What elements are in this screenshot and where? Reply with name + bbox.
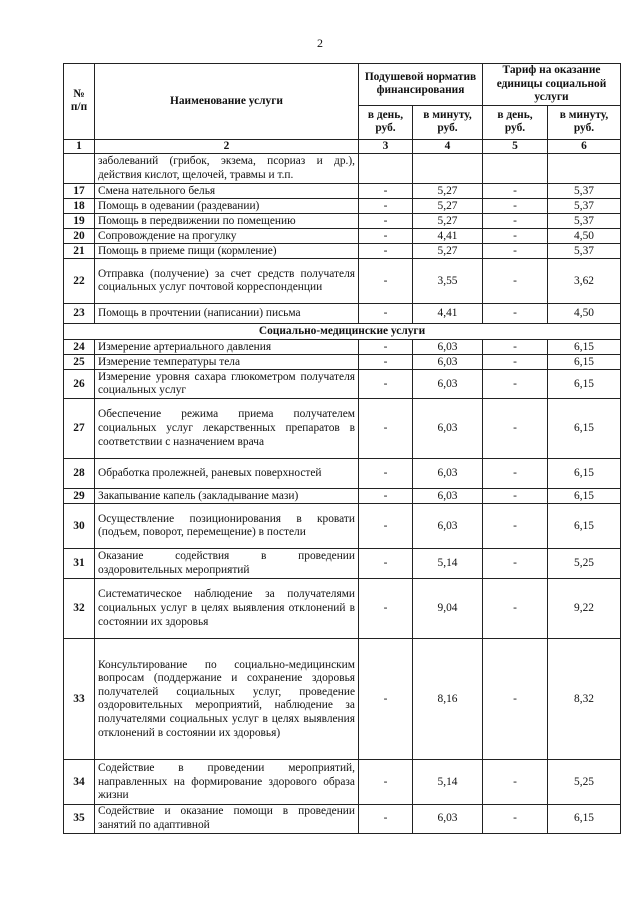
index-cell: 1 (64, 139, 95, 154)
norm-per-day: - (359, 805, 413, 833)
tariff-per-day: - (483, 639, 548, 760)
tariff-per-minute: 6,15 (548, 459, 621, 489)
norm-per-minute: 6,03 (413, 489, 483, 504)
row-number: 35 (64, 805, 95, 833)
service-name: Обработка пролежней, раневых поверхностей (95, 459, 359, 489)
service-name: Смена нательного белья (95, 184, 359, 199)
row-number: 18 (64, 199, 95, 214)
table-row (64, 355, 621, 370)
service-name: Обеспечение режима приема получателем социальных услуг лекарственных препаратов в соответствии с назначением врача (95, 399, 359, 459)
tariff-per-minute: 5,37 (548, 184, 621, 199)
tariff-per-day: - (483, 805, 548, 833)
tariff-per-minute: 8,32 (548, 639, 621, 760)
row-number: 26 (64, 370, 95, 399)
table-row (64, 154, 621, 184)
norm-per-day (359, 154, 413, 184)
section-title: Социально-медицинские услуги (64, 324, 621, 340)
tariff-per-day: - (483, 184, 548, 199)
service-name: Измерение артериального давления (95, 340, 359, 355)
norm-per-day: - (359, 229, 413, 244)
norm-per-minute: 5,27 (413, 244, 483, 259)
service-name: Измерение температуры тела (95, 355, 359, 370)
tariff-per-day: - (483, 399, 548, 459)
tariff-per-minute: 6,15 (548, 504, 621, 549)
header-tariff: Тариф на оказание единицы социальной услуги (483, 64, 621, 106)
tariff-per-day: - (483, 229, 548, 244)
tariff-per-minute: 6,15 (548, 355, 621, 370)
tariff-per-minute: 5,37 (548, 244, 621, 259)
row-number: 31 (64, 549, 95, 579)
header-norm-per-minute: в минуту, руб. (413, 105, 483, 139)
service-name: Помощь в приеме пищи (кормление) (95, 244, 359, 259)
index-cell: 5 (483, 139, 548, 154)
service-name: Сопровождение на прогулку (95, 229, 359, 244)
norm-per-day: - (359, 639, 413, 760)
tariff-per-day: - (483, 259, 548, 304)
table-row (64, 259, 621, 304)
norm-per-minute: 6,03 (413, 370, 483, 399)
norm-per-minute: 8,16 (413, 639, 483, 760)
header-tariff-per-minute: в минуту, руб. (548, 105, 621, 139)
tariff-per-day: - (483, 244, 548, 259)
norm-per-minute: 5,27 (413, 199, 483, 214)
row-number: 32 (64, 579, 95, 639)
norm-per-minute: 5,27 (413, 214, 483, 229)
table-row (64, 459, 621, 489)
tariff-per-minute: 5,25 (548, 549, 621, 579)
index-cell: 4 (413, 139, 483, 154)
table-row (64, 639, 621, 760)
column-index-row (64, 139, 621, 154)
norm-per-day: - (359, 459, 413, 489)
norm-per-minute: 6,03 (413, 340, 483, 355)
norm-per-minute: 5,27 (413, 184, 483, 199)
tariff-per-minute: 5,37 (548, 199, 621, 214)
row-number: 29 (64, 489, 95, 504)
norm-per-minute: 5,14 (413, 549, 483, 579)
table-row (64, 184, 621, 199)
header-tariff-per-day: в день, руб. (483, 105, 548, 139)
tariff-per-day: - (483, 355, 548, 370)
row-number: 21 (64, 244, 95, 259)
index-cell: 6 (548, 139, 621, 154)
header-name: Наименование услуги (95, 64, 359, 140)
table-body-household (64, 139, 621, 324)
table-row (64, 340, 621, 355)
tariff-per-day: - (483, 214, 548, 229)
norm-per-day: - (359, 399, 413, 459)
norm-per-minute: 6,03 (413, 504, 483, 549)
tariff-per-day: - (483, 304, 548, 324)
tariff-per-day: - (483, 549, 548, 579)
tariff-per-minute: 6,15 (548, 340, 621, 355)
tariff-per-minute: 6,15 (548, 370, 621, 399)
tariff-per-minute: 4,50 (548, 229, 621, 244)
table-row (64, 214, 621, 229)
service-name: Содействие и оказание помощи в проведении занятий по адаптивной (95, 805, 359, 833)
tariff-per-day: - (483, 579, 548, 639)
table-row (64, 244, 621, 259)
tariff-per-day: - (483, 340, 548, 355)
service-name: Оказание содействия в проведении оздоровительных мероприятий (95, 549, 359, 579)
norm-per-minute (413, 154, 483, 184)
norm-per-day: - (359, 489, 413, 504)
table-row (64, 760, 621, 805)
norm-per-day: - (359, 259, 413, 304)
tariff-per-minute: 3,62 (548, 259, 621, 304)
section-header (64, 324, 621, 340)
norm-per-minute: 6,03 (413, 459, 483, 489)
norm-per-day: - (359, 304, 413, 324)
row-number: 27 (64, 399, 95, 459)
norm-per-day: - (359, 504, 413, 549)
service-name: Осуществление позиционирования в кровати (подъем, поворот, перемещение) в постели (95, 504, 359, 549)
norm-per-minute: 4,41 (413, 304, 483, 324)
norm-per-day: - (359, 199, 413, 214)
tariff-per-minute: 6,15 (548, 805, 621, 833)
norm-per-day: - (359, 244, 413, 259)
tariff-per-minute: 4,50 (548, 304, 621, 324)
tariff-per-minute (548, 154, 621, 184)
tariff-per-minute: 9,22 (548, 579, 621, 639)
table-row (64, 805, 621, 833)
row-number: 25 (64, 355, 95, 370)
tariff-per-day (483, 154, 548, 184)
service-name: Помощь в одевании (раздевании) (95, 199, 359, 214)
header-norm: Подушевой норматив финансирования (359, 64, 483, 106)
service-name: заболеваний (грибок, экзема, псориаз и др.), действия кислот, щелочей, травмы и т.п. (95, 154, 359, 184)
index-cell: 2 (95, 139, 359, 154)
norm-per-day: - (359, 760, 413, 805)
norm-per-minute: 9,04 (413, 579, 483, 639)
norm-per-day: - (359, 549, 413, 579)
tariff-per-day: - (483, 489, 548, 504)
tariff-table (63, 63, 621, 834)
tariff-per-minute: 6,15 (548, 399, 621, 459)
table-row (64, 199, 621, 214)
service-name: Помощь в прочтении (написании) письма (95, 304, 359, 324)
norm-per-minute: 4,41 (413, 229, 483, 244)
table-row (64, 304, 621, 324)
norm-per-day: - (359, 579, 413, 639)
row-number: 34 (64, 760, 95, 805)
row-number: 23 (64, 304, 95, 324)
norm-per-minute: 5,14 (413, 760, 483, 805)
row-number: 30 (64, 504, 95, 549)
norm-per-minute: 6,03 (413, 399, 483, 459)
table-row (64, 399, 621, 459)
header-num: № п/п (64, 64, 95, 140)
tariff-per-day: - (483, 760, 548, 805)
service-name: Закапывание капель (закладывание мази) (95, 489, 359, 504)
row-number (64, 154, 95, 184)
table-row (64, 489, 621, 504)
tariff-per-day: - (483, 370, 548, 399)
row-number: 33 (64, 639, 95, 760)
norm-per-day: - (359, 370, 413, 399)
tariff-per-minute: 5,37 (548, 214, 621, 229)
row-number: 17 (64, 184, 95, 199)
row-number: 22 (64, 259, 95, 304)
row-number: 24 (64, 340, 95, 355)
service-name: Систематическое наблюдение за получателями социальных услуг в целях выявления отклонений в состоянии их здоровья (95, 579, 359, 639)
service-name: Консультирование по социально-медицинским вопросам (поддержание и сохранение здоровья получателей социальных услуг, проведение оздоровительных мероприятий, наблюдение за получателями социальных услуг в целях выявления отклонений в состоянии их здоровья) (95, 639, 359, 760)
norm-per-day: - (359, 184, 413, 199)
norm-per-day: - (359, 355, 413, 370)
norm-per-day: - (359, 340, 413, 355)
page-number: 2 (317, 36, 323, 50)
norm-per-day: - (359, 214, 413, 229)
norm-per-minute: 3,55 (413, 259, 483, 304)
table-body-medical (64, 340, 621, 833)
norm-per-minute: 6,03 (413, 355, 483, 370)
row-number: 19 (64, 214, 95, 229)
row-number: 20 (64, 229, 95, 244)
table-row (64, 504, 621, 549)
tariff-per-minute: 5,25 (548, 760, 621, 805)
tariff-per-day: - (483, 199, 548, 214)
table-row (64, 549, 621, 579)
index-cell: 3 (359, 139, 413, 154)
row-number: 28 (64, 459, 95, 489)
tariff-per-day: - (483, 459, 548, 489)
header-norm-per-day: в день, руб. (359, 105, 413, 139)
norm-per-minute: 6,03 (413, 805, 483, 833)
tariff-per-minute: 6,15 (548, 489, 621, 504)
service-name: Помощь в передвижении по помещению (95, 214, 359, 229)
table-row (64, 229, 621, 244)
table-row (64, 579, 621, 639)
service-name: Отправка (получение) за счет средств получателя социальных услуг почтовой корреспонденции (95, 259, 359, 304)
tariff-per-day: - (483, 504, 548, 549)
service-name: Измерение уровня сахара глюкометром получателя социальных услуг (95, 370, 359, 399)
table-row (64, 370, 621, 399)
service-name: Содействие в проведении мероприятий, направленных на формирование здорового образа жизни (95, 760, 359, 805)
